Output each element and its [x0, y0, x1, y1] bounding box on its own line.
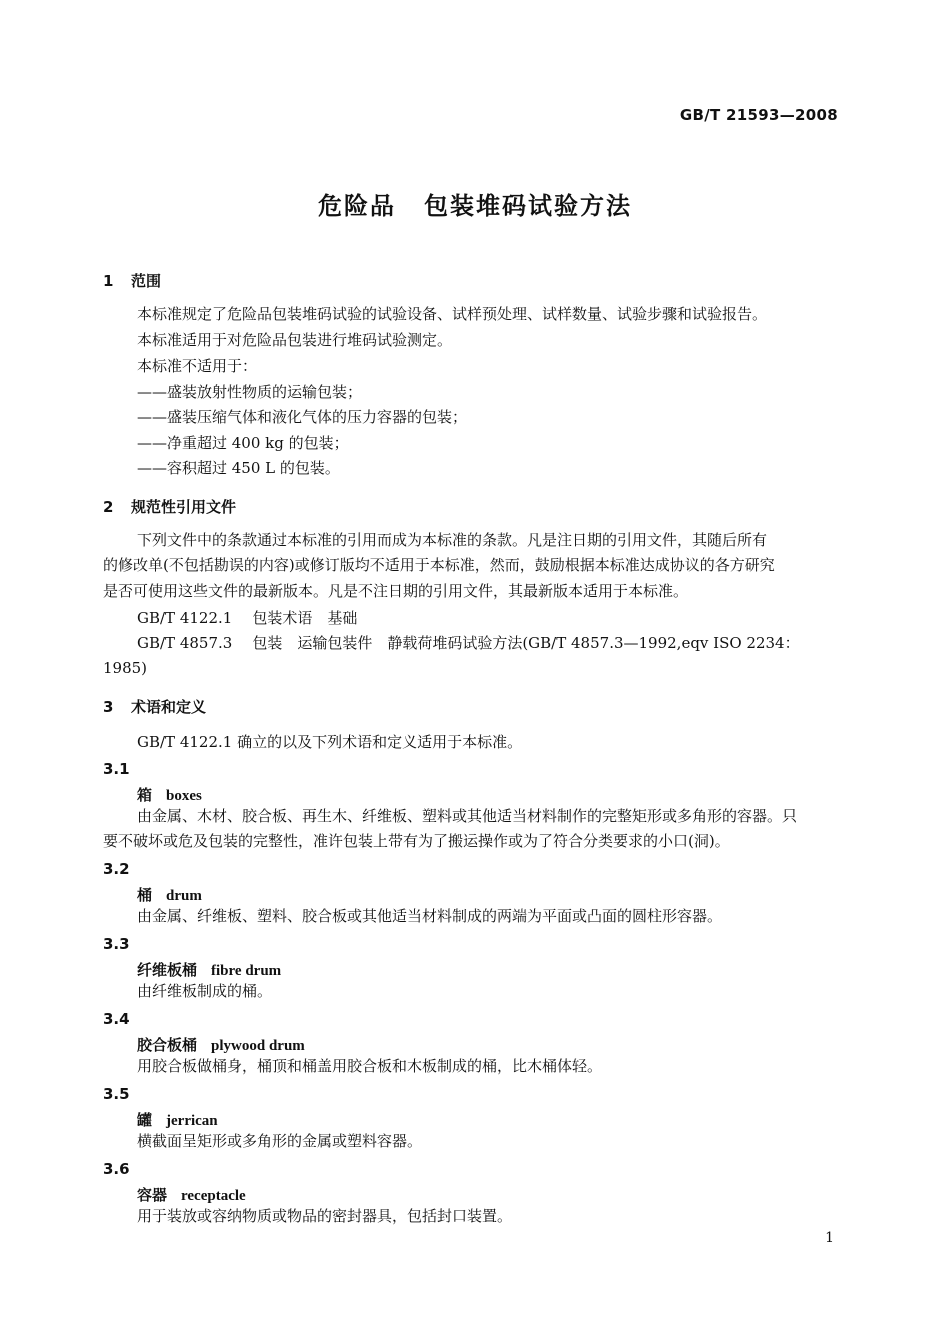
s1-list-item-2: ——盛装压缩气体和液化气体的压力容器的包装；	[137, 408, 468, 426]
s2-reference-2: GB/T 4857.3 包装 运输包装件 静载荷堆码试验方法(GB/T 4857.3—1992,eqv ISO 2234：	[137, 634, 800, 652]
term-3-4-def: 用胶合板做桶身，桶顶和桶盖用胶合板和木板制成的桶，比木桶体轻。	[137, 1057, 603, 1075]
title-part2: 包装堆码试验方法	[424, 192, 632, 220]
s3-intro: GB/T 4122.1 确立的以及下列术语和定义适用于本标准。	[137, 733, 523, 751]
s1-line-2: 本标准适用于对危险品包装进行堆码试验测定。	[137, 331, 453, 349]
section-2-heading: 2 规范性引用文件	[103, 498, 237, 516]
s1-list-item-3: ——净重超过 400 kg 的包装；	[137, 434, 349, 452]
term-id-3-3: 3.3	[103, 935, 130, 953]
section-3-heading: 3 术语和定义	[103, 698, 207, 716]
term-3-1-def-line-1: 由金属、木材、胶合板、再生木、纤维板、塑料或其他适当材料制作的完整矩形或多角形的容器。只	[137, 807, 798, 825]
term-3-1: 箱 boxes	[137, 786, 202, 804]
term-id-3-4: 3.4	[103, 1010, 130, 1028]
term-3-1-def-line-2: 要不破坏或危及包装的完整性，准许包装上带有为了搬运操作或为了符合分类要求的小口(洞)。	[103, 832, 730, 850]
term-id-3-1: 3.1	[103, 760, 130, 778]
term-3-5-def: 横截面呈矩形或多角形的金属或塑料容器。	[137, 1132, 423, 1150]
term-3-2-def: 由金属、纤维板、塑料、胶合板或其他适当材料制成的两端为平面或凸面的圆柱形容器。	[137, 907, 723, 925]
s2-para-line-1: 下列文件中的条款通过本标准的引用而成为本标准的条款。凡是注日期的引用文件，其随后所有	[137, 531, 768, 549]
s1-list-item-1: ——盛装放射性物质的运输包装；	[137, 383, 363, 401]
term-3-2: 桶 drum	[137, 886, 202, 904]
s1-line-3: 本标准不适用于：	[137, 357, 258, 375]
term-id-3-5: 3.5	[103, 1085, 130, 1103]
term-id-3-2: 3.2	[103, 860, 130, 878]
title-part1: 危险品	[318, 192, 396, 220]
document-title	[0, 186, 950, 221]
term-3-5: 罐 jerrican	[137, 1111, 218, 1129]
section-1-heading: 1 范围	[103, 272, 162, 290]
term-3-6: 容器 receptacle	[137, 1186, 246, 1204]
term-3-6-def: 用于装放或容纳物质或物品的密封器具，包括封口装置。	[137, 1207, 513, 1225]
s2-reference-1: GB/T 4122.1 包装术语 基础	[137, 609, 358, 627]
s2-para-line-2: 的修改单(不包括勘误的内容)或修订版均不适用于本标准，然而，鼓励根据本标准达成协议的各方研究	[103, 556, 775, 574]
s1-line-1: 本标准规定了危险品包装堆码试验的试验设备、试样预处理、试样数量、试验步骤和试验报告。	[137, 305, 768, 323]
term-id-3-6: 3.6	[103, 1160, 130, 1178]
term-3-3: 纤维板桶 fibre drum	[137, 961, 282, 979]
s1-list-item-4: ——容积超过 450 L 的包装。	[137, 459, 340, 477]
s2-reference-2-cont: 1985)	[103, 659, 148, 677]
page-number: 1	[825, 1230, 834, 1246]
term-3-3-def: 由纤维板制成的桶。	[137, 982, 273, 1000]
standard-number: GB/T 21593—2008	[679, 106, 838, 124]
s2-para-line-3: 是否可使用这些文件的最新版本。凡是不注日期的引用文件，其最新版本适用于本标准。	[103, 582, 689, 600]
term-3-4: 胶合板桶 plywood drum	[137, 1036, 305, 1054]
